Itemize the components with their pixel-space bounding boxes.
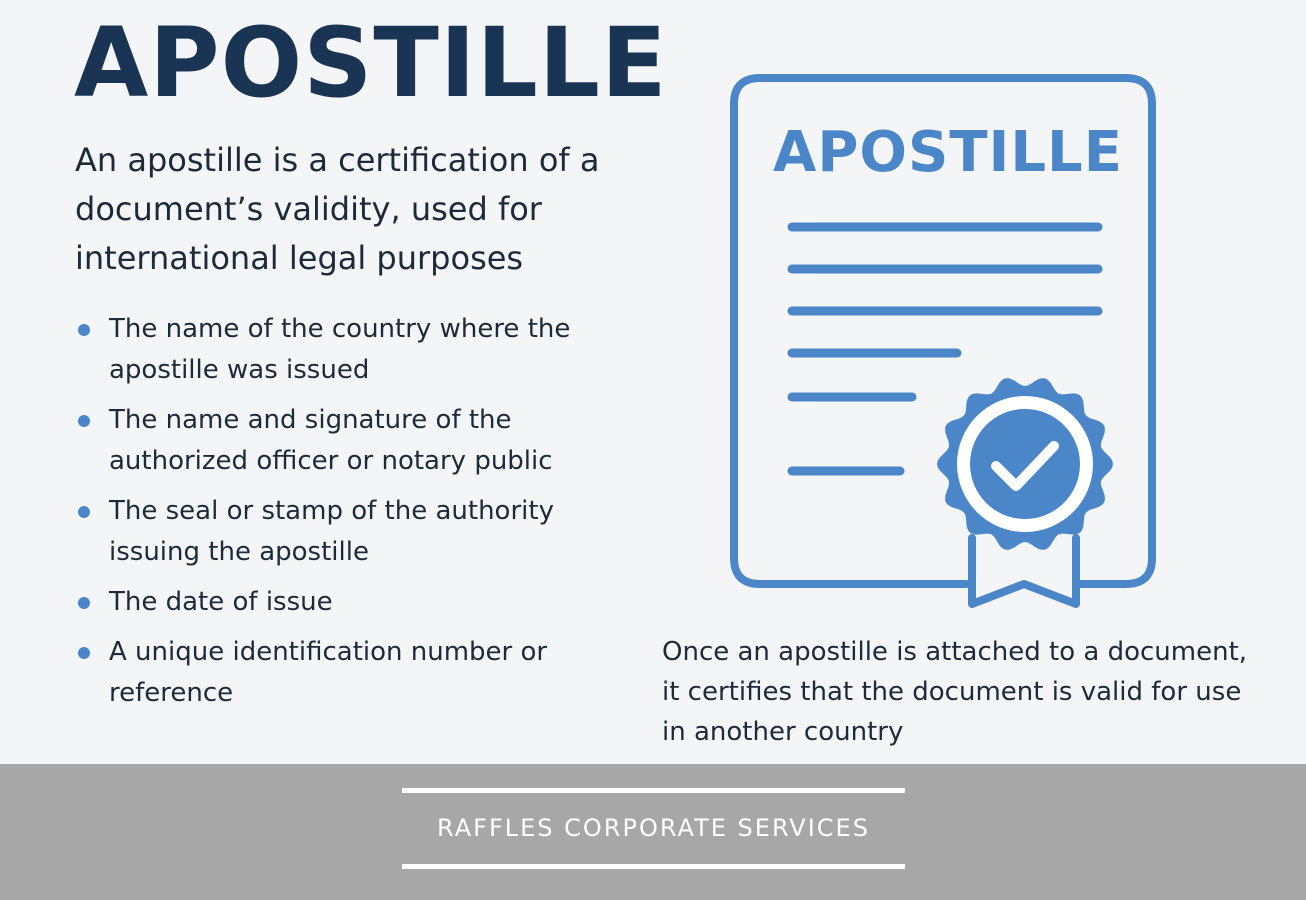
list-item [78,632,638,714]
bullet-icon [78,597,90,609]
bullet-icon [78,506,90,518]
page-title: APOSTILLE [74,7,668,119]
list-item-text: The seal or stamp of the authority issuing the apostille [109,496,554,567]
list-item-text: The name and signature of the authorized officer or notary public [109,405,553,476]
bullet-icon [78,324,90,336]
footer-banner [0,764,1306,900]
list-item [78,582,638,623]
footer-divider-top [402,788,905,793]
list-item-text: The name of the country where the apostille was issued [109,314,571,385]
list-item [78,309,638,391]
certificate-title: APOSTILLE [773,120,1123,185]
intro-text: An apostille is a certification of a document’s validity, used for international legal purposes [75,141,600,277]
list-item [78,491,638,573]
list-item-text: The date of issue [109,587,333,617]
requirements-list [78,309,638,723]
bullet-icon [78,647,90,659]
brand-name: RAFFLES CORPORATE SERVICES [437,814,870,842]
footer-divider-bottom [402,864,905,869]
list-item [78,400,638,482]
list-item-text: A unique identification number or reference [109,637,548,708]
closing-text: Once an apostille is attached to a document, it certifies that the document is valid for use in another country [662,637,1248,747]
ribbon-icon [972,538,1076,604]
bullet-icon [78,415,90,427]
checkmark-seal-icon [937,378,1113,550]
